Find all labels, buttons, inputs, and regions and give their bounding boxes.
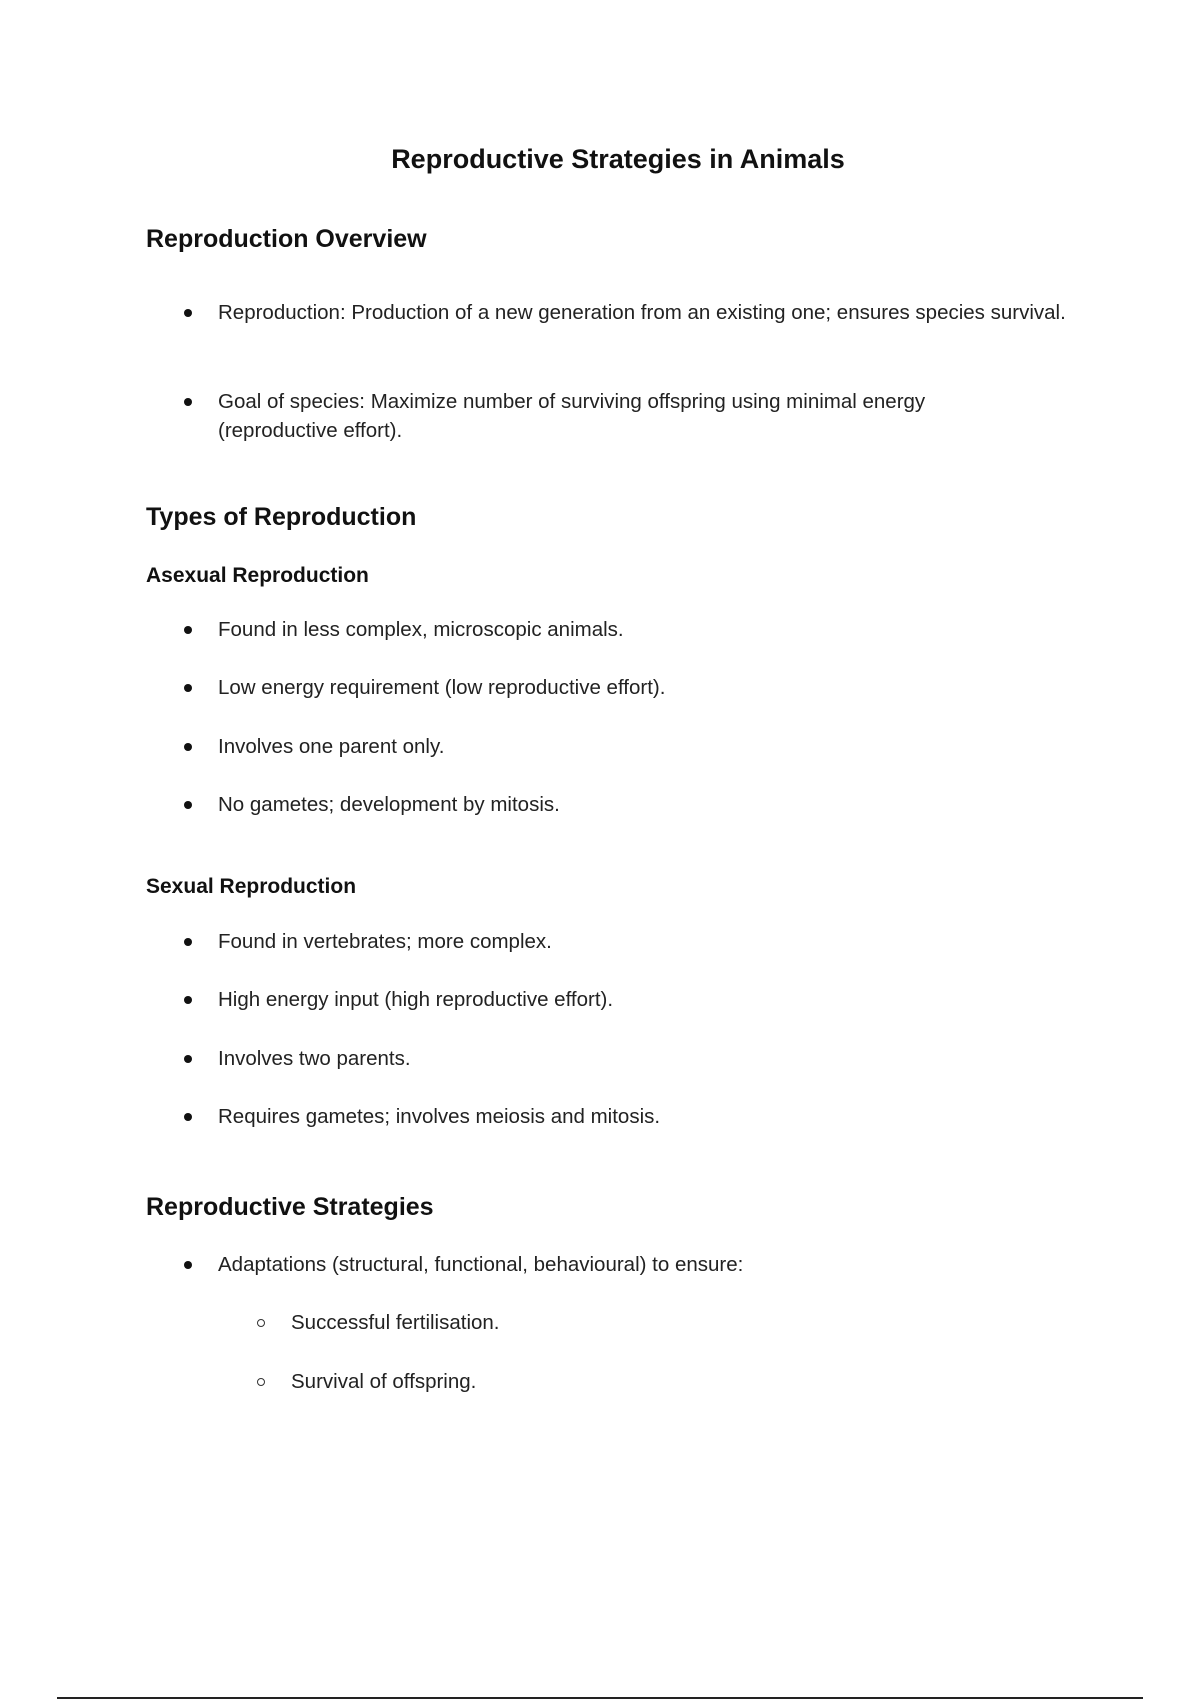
list-item: Found in vertebrates; more complex. <box>146 927 1066 956</box>
sexual-list <box>146 1102 1066 1131</box>
overview-list <box>146 298 1066 327</box>
document-title: Reproductive Strategies in Animals <box>391 144 845 174</box>
list-item: No gametes; development by mitosis. <box>146 790 1066 819</box>
asexual-list <box>146 790 1066 819</box>
heading-reproduction-overview: Reproduction Overview <box>146 225 427 253</box>
list-item: Involves one parent only. <box>146 732 1066 761</box>
list-item: Found in less complex, microscopic animals. <box>146 615 1066 644</box>
heading-sexual-reproduction: Sexual Reproduction <box>146 875 357 898</box>
heading-reproductive-strategies: Reproductive Strategies <box>146 1193 434 1221</box>
asexual-list <box>146 732 1066 761</box>
strategies-sublist <box>146 1367 1066 1396</box>
strategies-sublist <box>146 1308 1066 1337</box>
list-item: Reproduction: Production of a new generation from an existing one; ensures species survival. <box>146 298 1066 327</box>
list-item: Low energy requirement (low reproductive effort). <box>146 673 1066 702</box>
strategies-list <box>146 1250 1066 1279</box>
sexual-list <box>146 1044 1066 1073</box>
asexual-list <box>146 673 1066 702</box>
asexual-list <box>146 615 1066 644</box>
list-item: Involves two parents. <box>146 1044 1066 1073</box>
list-item: Adaptations (structural, functional, behavioural) to ensure: <box>146 1250 1066 1279</box>
list-item: Requires gametes; involves meiosis and mitosis. <box>146 1102 1066 1131</box>
sexual-list <box>146 985 1066 1014</box>
list-item: Goal of species: Maximize number of surviving offspring using minimal energy (reproductive effort). <box>146 387 1066 445</box>
list-item: High energy input (high reproductive effort). <box>146 985 1066 1014</box>
overview-list-2 <box>146 387 1066 445</box>
heading-types-of-reproduction: Types of Reproduction <box>146 503 417 531</box>
sub-list-item: Survival of offspring. <box>146 1367 1066 1396</box>
page-bottom-divider <box>57 1697 1143 1699</box>
sub-list-item: Successful fertilisation. <box>146 1308 1066 1337</box>
sexual-list <box>146 927 1066 956</box>
heading-asexual-reproduction: Asexual Reproduction <box>146 564 369 587</box>
